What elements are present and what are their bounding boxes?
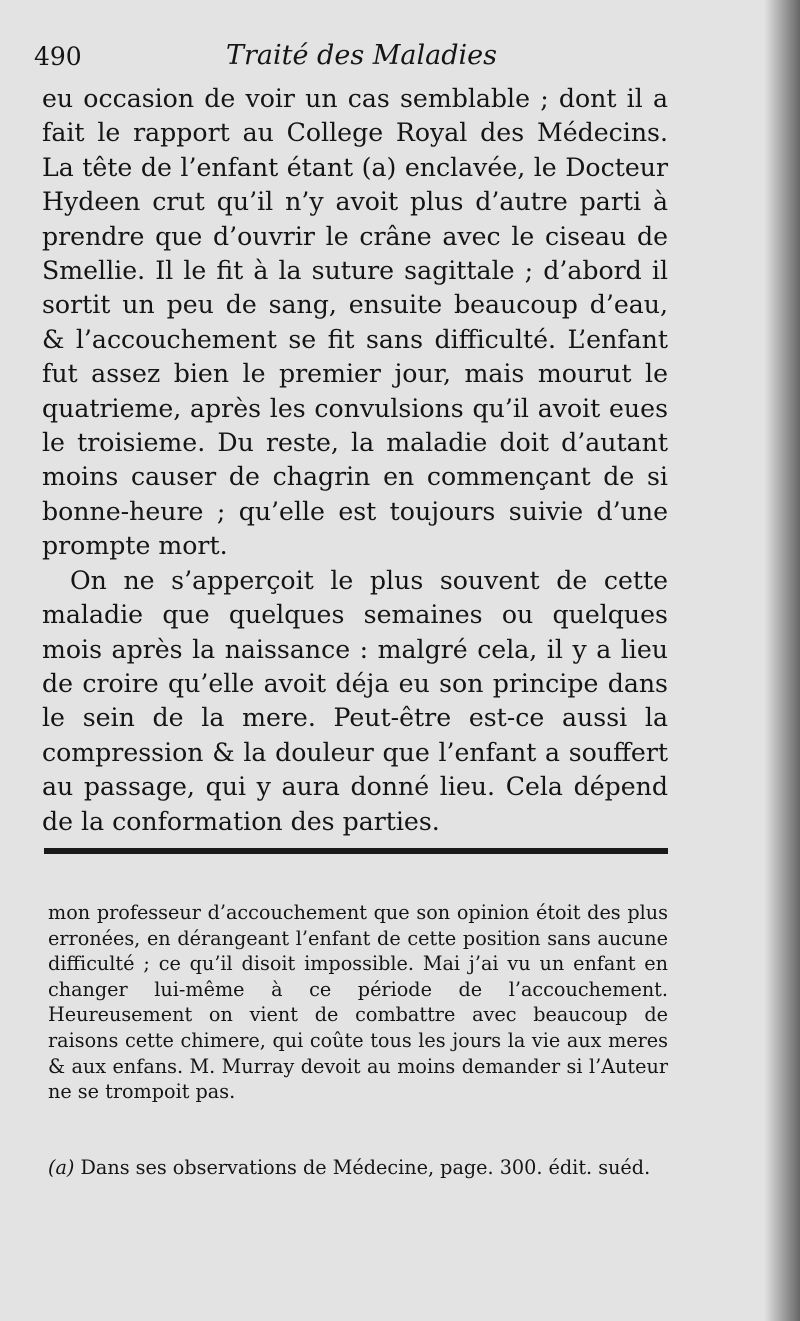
footnote-a [48, 1155, 668, 1181]
footnote-text: mon professeur d’accouchement que son opinion étoit des plus erronées, en dérangeant l’enfant de cette position sans aucune difficulté ; ce qu’il disoit impossible. Mai j’ai vu un enfant en changer lui-même à ce période de l’accouchement. Heureusement on vient de combattre avec beaucoup de raisons cette chimere, qui coûte tous les jours la vie aux meres & aux enfans. M. Murray devoit au moins demander si l’Auteur ne se trompoit pas. [48, 901, 668, 1104]
footnote-continued [48, 900, 668, 1105]
footnote-separator-rule [44, 848, 668, 854]
running-title: Traité des Maladies [226, 40, 497, 71]
page-header [34, 40, 674, 80]
body-paragraph: On ne s’apperçoit le plus souvent de cette maladie que quelques semaines ou quelques mois après la naissance : malgré cela, il y a lieu de croire qu’elle avoit déja eu son principe dans le sein de la mere. Peut-être est-ce aussi la compression & la douleur que l’enfant a souffert au passage, qui y aura donné lieu. Cela dépend de la conformation des parties. [42, 565, 668, 836]
page-number: 490 [34, 42, 82, 71]
body-paragraph: eu occasion de voir un cas semblable ; dont il a fait le rapport au College Royal des Médecins. La tête de l’enfant étant (a) enclavée, le Docteur Hydeen crut qu’il n’y avoit plus d’autre parti à prendre que d’ouvrir le crâne avec le ciseau de Smellie. Il le fit à la suture sagittale ; d’abord il sortit un peu de sang, ensuite beaucoup d’eau, & l’accouchement se fit sans difficulté. L’enfant fut assez bien le premier jour, mais mourut le quatrieme, après les convulsions qu’il avoit eues le troisieme. Du reste, la maladie doit d’autant moins causer de chagrin en commençant de si bonne-heure ; qu’elle est toujours suivie d’une prompte mort. [42, 84, 668, 561]
footnote-a-text: Dans ses observations de Médecine, page. 300. édit. suéd. [80, 1156, 651, 1179]
footnote-marker: (a) [48, 1156, 75, 1179]
body-text [42, 82, 668, 839]
